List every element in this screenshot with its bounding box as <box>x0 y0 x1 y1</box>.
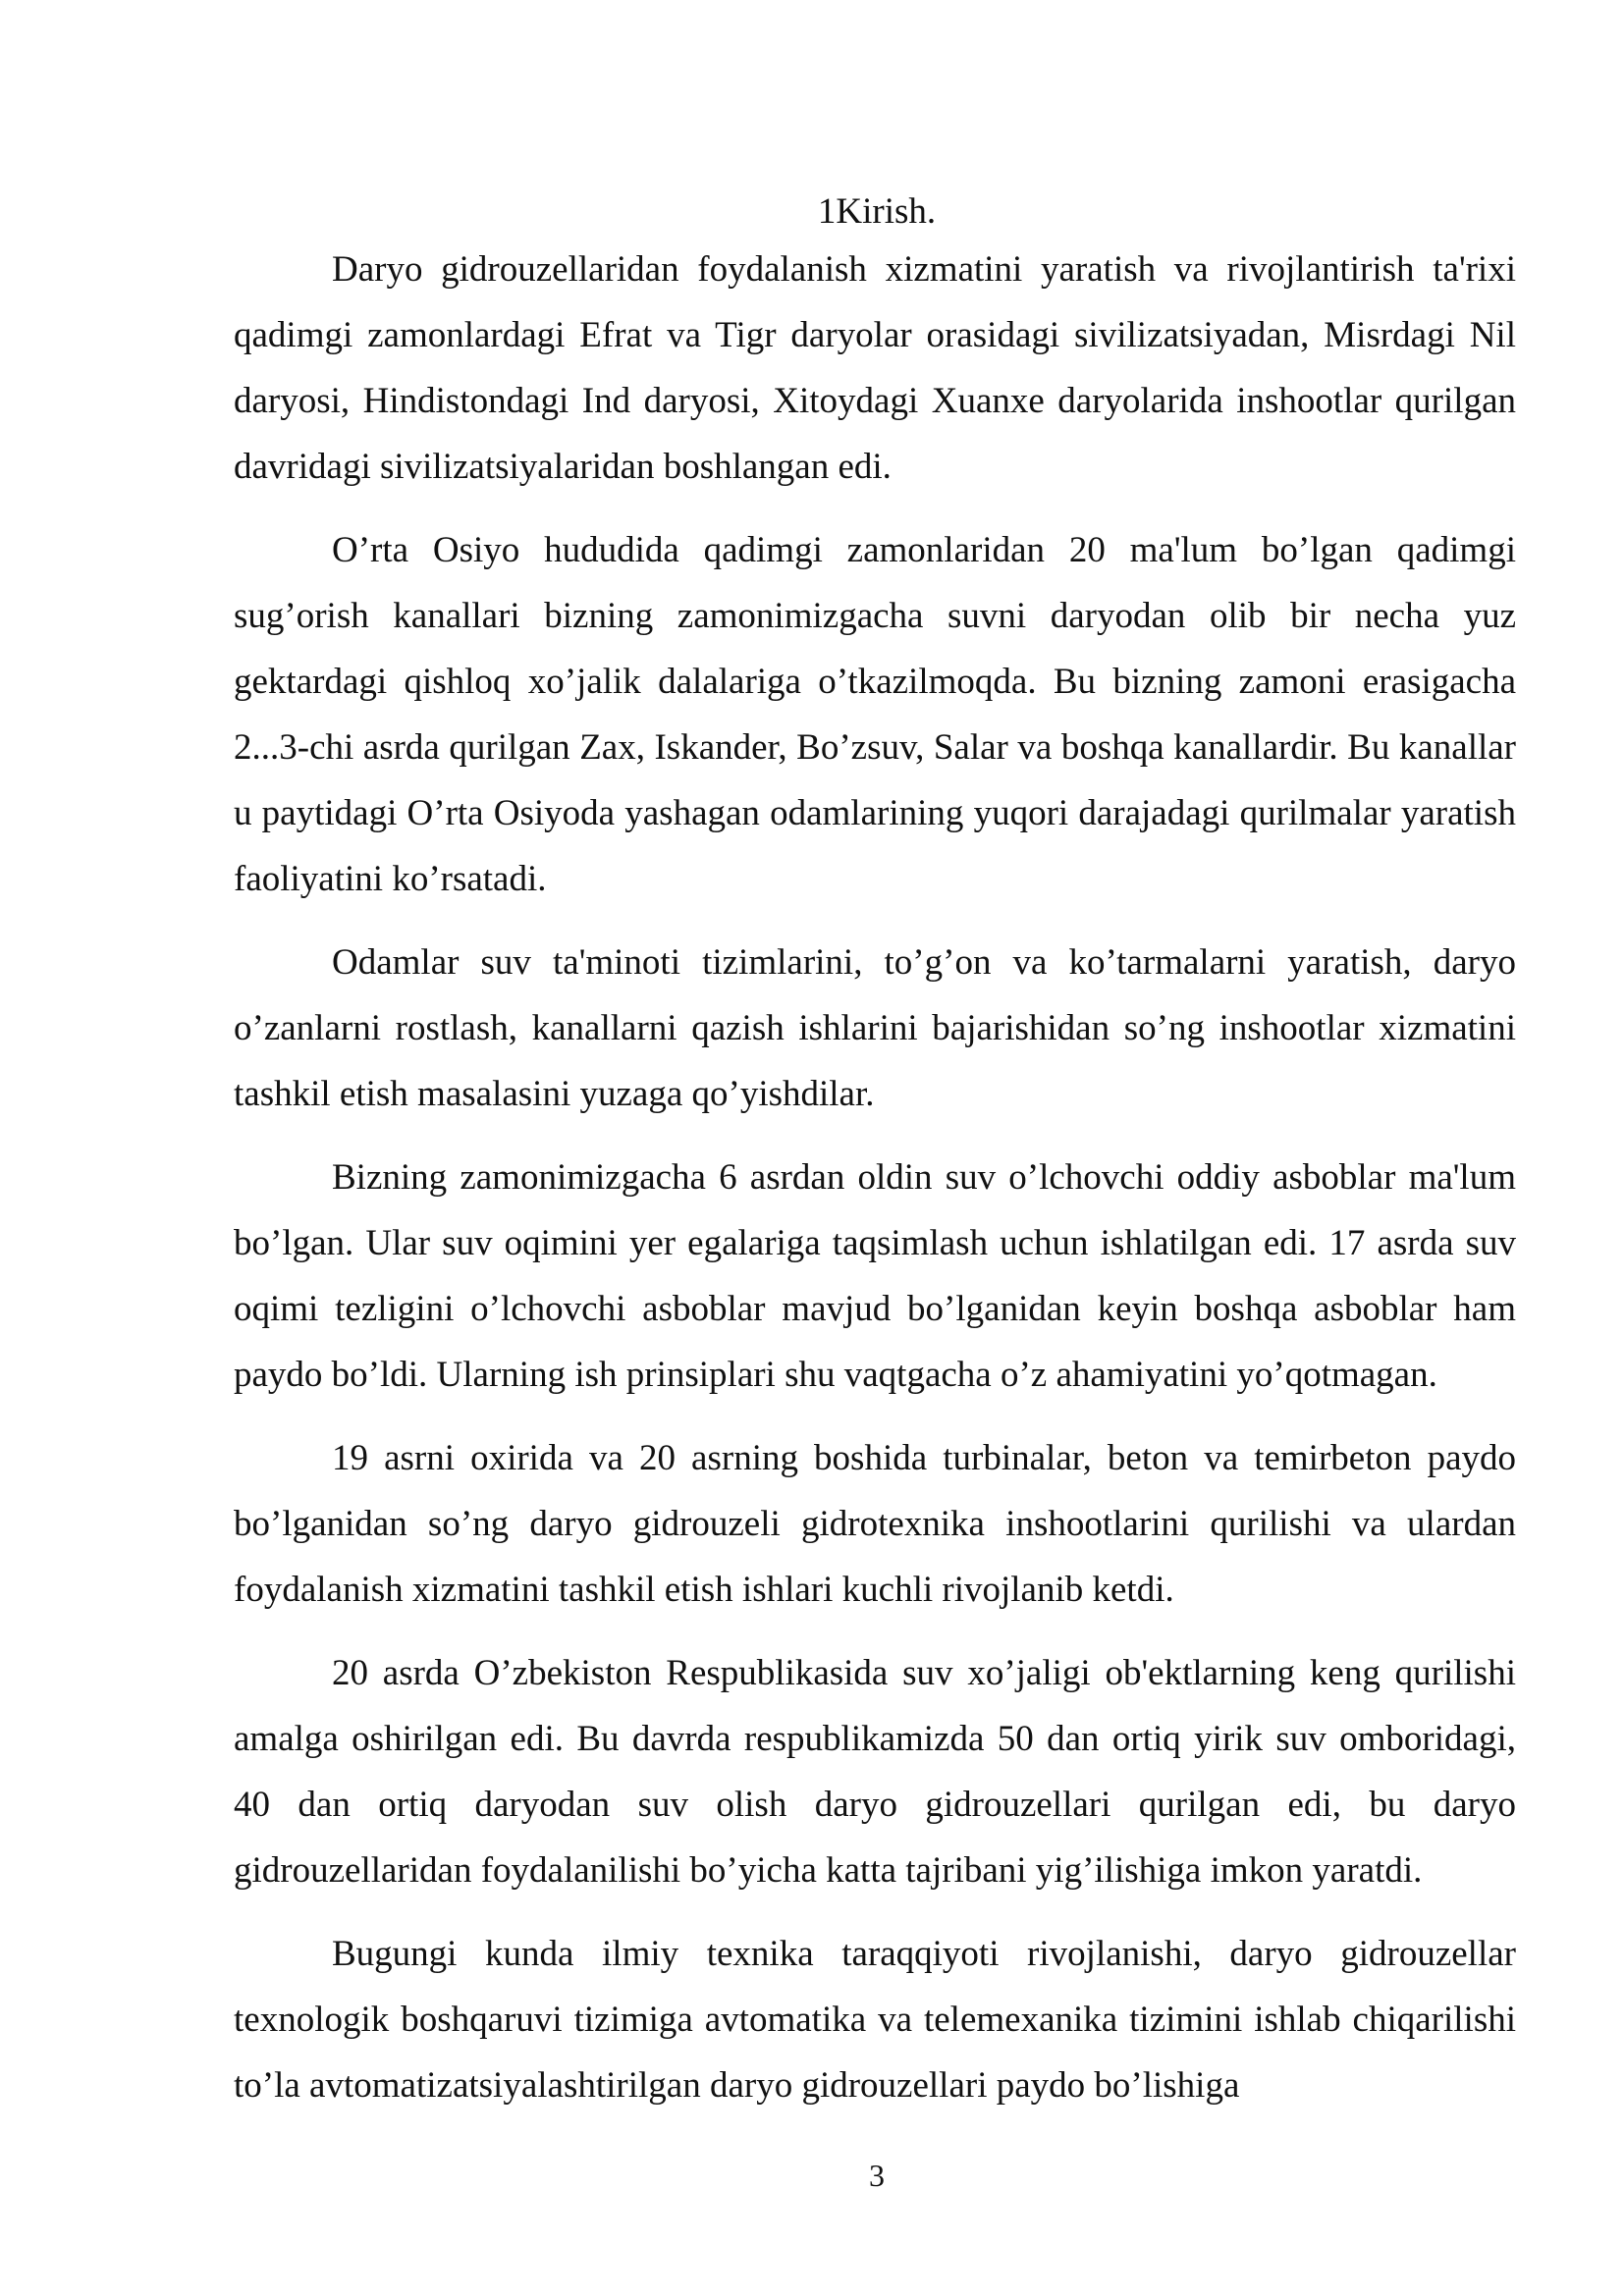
section-heading: 1Kirish. <box>817 191 937 232</box>
paragraph: 20 asrda O’zbekiston Respublikasida suv xo’jaligi ob'ektlarning keng qurilishi amalga oshirilgan edi. Bu davrda respublikamizda 50 dan ortiq yirik suv omboridagi, 40 dan ortiq daryodan suv olish daryo gidrouzellari qurilgan edi, bu daryo gidrouzellaridan foydalanilishi bo’yicha katta tajribani yig’ilishiga imkon yaratdi. <box>234 1653 1516 1891</box>
paragraph: Bugungi kunda ilmiy texnika taraqqiyoti rivojlanishi, daryo gidrouzellar texnologik boshqaruvi tizimiga avtomatika va telemexanika tizimini ishlab chiqarilishi to’la avtomatizatsiyalashtirilgan daryo gidrouzellari paydo bo’lishiga <box>234 1934 1516 2106</box>
paragraph: Odamlar suv ta'minoti tizimlarini, to’g’on va ko’tarmalarni yaratish, daryo o’zanlarni rostlash, kanallarni qazish ishlarini bajarishidan so’ng inshootlar xizmatini tashkil etish masalasini yuzaga qo’yishdilar. <box>234 942 1516 1114</box>
paragraph: O’rta Osiyo hududida qadimgi zamonlaridan 20 ma'lum bo’lgan qadimgi sug’orish kanallari bizning zamonimizgacha suvni daryodan olib bir necha yuz gektardagi qishloq xo’jalik dalalariga o’tkazilmoqda. Bu bizning zamoni erasigacha 2...3-chi asrda qurilgan Zax, Iskander, Bo’zsuv, Salar va boshqa kanallardir. Bu kanallar u paytidagi O’rta Osiyoda yashagan odamlarining yuqori darajadagi qurilmalar yaratish faoliyatini ko’rsatadi. <box>234 530 1516 899</box>
paragraph: Daryo gidrouzellaridan foydalanish xizmatini yaratish va rivojlantirish ta'rixi qadimgi zamonlardagi Efrat va Tigr daryolar orasidagi sivilizatsiyadan, Misrdagi Nil daryosi, Hindistondagi Ind daryosi, Xitoydagi Xuanxe daryolarida inshootlar qurilgan davridagi sivilizatsiyalaridan boshlangan edi. <box>234 249 1516 487</box>
page-number: 3 <box>869 2158 885 2193</box>
paragraph: 19 asrni oxirida va 20 asrning boshida turbinalar, beton va temirbeton paydo bo’lganidan so’ng daryo gidrouzeli gidrotexnika inshootlarini qurilishi va ulardan foydalanish xizmatini tashkil etish ishlari kuchli rivojlanib ketdi. <box>234 1438 1516 1610</box>
paragraph: Bizning zamonimizgacha 6 asrdan oldin suv o’lchovchi oddiy asboblar ma'lum bo’lgan. Ular suv oqimini yer egalariga taqsimlash uchun ishlatilgan edi. 17 asrda suv oqimi tezligini o’lchovchi asboblar mavjud bo’lganidan keyin boshqa asboblar ham paydo bo’ldi. Ularning ish prinsiplari shu vaqtgacha o’z ahamiyatini yo’qotmagan. <box>234 1157 1516 1395</box>
body-text <box>234 237 1516 2136</box>
